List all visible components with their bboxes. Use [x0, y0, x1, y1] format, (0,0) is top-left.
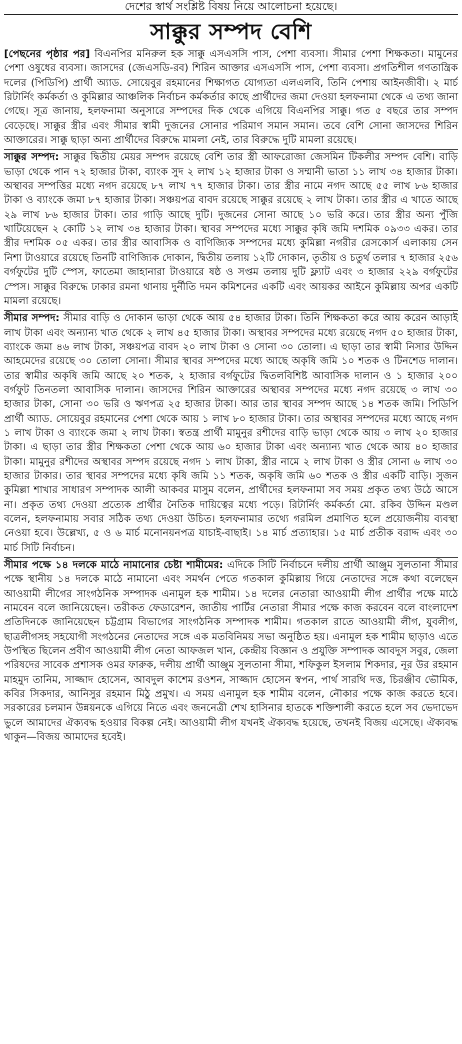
subhead-sakku-assets: সাক্কুর সম্পদ:: [4, 152, 60, 164]
subhead-shamim-effort: সীমার পক্ষে ১৪ দলকে মাঠে নামানোর চেষ্টা শামীমের:: [4, 560, 224, 572]
paragraph-text: সাক্কুর দ্বিতীয় মেয়র সম্পদ রয়েছে বেশি তার স্ত্রী আফরোজা জেসমিন টিকলীর সম্পদ বেশি। বাড়ি ভাড়া থেকে পান ৭২ হাজার টাকা, ব্যাংক সুদ ২ লাখ ১২ হাজার টাকা ও সম্মানী ভাতা ১১ লাখ ৩৪ হাজার টাকা। অস্থাবর সম্পত্তির মধ্যে নগদ রয়েছে ৮৭ লাখ ৭৭ হাজার টাকা। তার স্ত্রীর নামে নগদ আছে ৫৫ লাখ ৮৬ হাজার টাকা ও ব্যাংকে জমা ৮৭ হাজার টাকা। সঞ্চয়পত্র বাবদ রয়েছে সাক্কুর রয়েছে ২ লাখ টাকা। তার স্ত্রীর এ খাতে আছে ২৯ লাখ ৮৬ হাজার টাকা। তার গাড়ি আছে দুটি। দুজনের সোনা আছে ১০ ভরি করে। তার স্ত্রীর অন্য পুঁজি খাটিয়েছেন ২ কোটি ১২ লাখ ৩৪ হাজার টাকা। স্থাবর সম্পদের মধ্যে সাক্কুর কৃষি জমি দশমিক ০৯৩৩ একর। তার স্ত্রীর দশমিক ০৫ একর। তার স্ত্রীর আবাসিক ও বাণিজ্যিক সম্পদের মধ্যে কুমিল্লা নগরীর রেসকোর্স এলাকায় সেন নিশা টাওয়ারে রয়েছে তিনটি বাণিজ্যিক দোকান, দ্বিতীয় তলায় ১২টি দোকান, তৃতীয় ও চতুর্থ তলার ৭ হাজার ২৫৬ বর্গফুটের দুটি স্পেস, ফাতেমা জাহানারা টাওয়ারে ষষ্ঠ ও সপ্তম তলায় দুটি ফ্ল্যাট এবং ৩ হাজার ২২৯ বর্গফুটের স্পেস। সাক্কুর বিরুদ্ধে ঢাকার রমনা থানায় দুর্নীতি দমন কমিশনের একটি এবং আয়কর আইনে কুমিল্লায় অপর একটি মামলা রয়েছে।: [4, 152, 458, 307]
paragraph-text: সীমার বাড়ি ও দোকান ভাড়া থেকে আয় ৫৪ হাজার টাকা। তিনি শিক্ষকতা করে আয় করেন আড়াই লাখ টাকা এবং অন্যান্য খাত থেকে ২ লাখ ৪৫ হাজার টাকা। অস্থাবর সম্পদের মধ্যে রয়েছে নগদ ৫০ হাজার টাকা, ব্যাংকে জমা ৪৬ লাখ টাকা, সঞ্চয়পত্র বাবদ ২০ লাখ টাকা ও সোনা ৩০ তোলা। এ ছাড়া তার স্বামী নিসার উদ্দিন আহমেদের রয়েছে ৩০ তোলা সোনা। সীমার স্থাবর সম্পদের মধ্যে আছে অকৃষি জমি ১০ শতক ও টিনশেড দালান। তার স্বামীর অকৃষি জমি আছে ২০ শতক, ২ হাজার বর্গফুটের দ্বিতলবিশিষ্ট আবাসিক দালান ও ১ হাজার ২০০ বর্গফুট তিনতলা আবাসিক দালান। জাসদের শিরিন আক্তারের অস্থাবর সম্পদের মধ্যে নগদ রয়েছে ৩ লাখ ৩০ হাজার টাকা, সোনা ৩০ ভরি ও ঋণপত্র ২৫ হাজার টাকা। আর তার স্থাবর সম্পদ আছে ১৪ শতক জমি। পিডিপি প্রার্থী অ্যাড. সোয়েবুর রহমানের পেশা থেকে আয় ১ লাখ ৮০ হাজার টাকা। তার অস্থাবর সম্পদের মধ্যে আছে নগদ ১ লাখ টাকা ও ব্যাংকে জমা ২ লাখ টাকা। স্বতন্ত্র প্রার্থী মামুনুর রশীদের বাড়ি ভাড়া থেকে আয় ৩ লাখ ২০ হাজার টাকা। এ ছাড়া তার স্ত্রীর শিক্ষকতা পেশা থেকে আয় ৬০ হাজার টাকা এবং অন্যান্য খাত থেকে আয় ৪০ হাজার টাকা। মামুনুর রশীদের অস্থাবর সম্পদ রয়েছে নগদ ১ লাখ টাকা, স্ত্রীর নামে ২ লাখ টাকা ও স্ত্রীর সোনা ৬ লাখ ৩০ হাজার টাকার। তার স্থাবর সম্পদের মধ্যে কৃষি জমি ১১ শতক, অকৃষি জমি ৬০ শতক ও স্ত্রীর একটি বাড়ি। সুজন কুমিল্লা শাখার সাধারণ সম্পাদক আলী আকবর মাসুম বলেন, প্রার্থীদের হলফনামা সব সময় প্রকৃত তথ্য উঠে আসে না। প্রকৃত তথ্য দেওয়া প্রত্যেক প্রার্থীর নৈতিক দায়িত্বের মধ্যে পড়ে। রিটার্নিং কর্মকর্তা মো. রকিব উদ্দিন মণ্ডল বলেন, হলফনামায় সবার সঠিক তথ্য দেওয়া উচিত। হলফনামার তথ্যে গরমিল প্রমাণিত হলে প্রয়োজনীয় ব্যবস্থা নেওয়া হবে। উল্লেখ্য, ৫ ও ৬ মার্চ মনোনয়নপত্র যাচাই-বাছাই। ১৪ মার্চ প্রত্যাহার। ১৫ মার্চ প্রতীক বরাদ্দ এবং ৩০ মার্চ সিটি নির্বাচন।: [4, 313, 459, 554]
subhead-sima-assets: সীমার সম্পদ:: [4, 313, 60, 325]
continuation-label: [পেছনের পৃষ্ঠার পর]: [4, 49, 90, 60]
paragraph-sakku-assets: [4, 149, 458, 309]
headline: সাক্কুর সম্পদ বেশি: [150, 19, 312, 45]
paragraph-text: এদিকে সিটি নির্বাচনে দলীয় প্রার্থী আঞ্জুম সুলতানা সীমার পক্ষে স্থানীয় ১৪ দলকে মাঠে নামানো এবং সমর্থন পেতে গতকাল কুমিল্লায় গিয়ে নেতাদের সঙ্গে কথা বলেছেন আওয়ামী লীগের সাংগঠনিক সম্পাদক এনামুল হক শামীম। ১৪ দলের নেতারা আওয়ামী লীগ প্রার্থীর পক্ষে মাঠে নামবেন বলে জানিয়েছেন। তরীকত ফেডারেশন, জাতীয় পার্টির নেতারা সীমার পক্ষে কাজ করবেন বলে বাংলাদেশ প্রতিদিনকে জানিয়েছেন চট্টগ্রাম বিভাগের সাংগঠনিক সম্পাদক শামীম। গতকাল রাতে আওয়ামী লীগ, যুবলীগ, ছাত্রলীগসহ সহযোগী সংগঠনের নেতাদের সঙ্গে এক মতবিনিময় সভা অনুষ্ঠিত হয়। এনামুল হক শামীম ছাড়াও এতে উপস্থিত ছিলেন প্রবীণ আওয়ামী লীগ নেতা আফজল খান, কেন্দ্রীয় বিজ্ঞান ও প্রযুক্তি সম্পাদক আবদুস সবুর, জেলা পরিষদের সাবেক প্রশাসক ওমর ফারুক, দলীয় প্রার্থী আঞ্জুম সুলতানা সীমা, শফিকুল ইসলাম শিকদার, নূর উর রহমান মাহমুদ তানিম, সাজ্জাদ হোসেন, আবদুল কাশেম রওশন, সাজ্জাদ হোসেন স্বপন, পার্থ সারথি দত্ত, চিরঞ্জীব ভৌমিক, কবির সিকদার, আনিসুর রহমান মিঠু প্রমুখ। এ সময় এনামুল হক শামীম বলেন, নৌকার পক্ষে কাজ করতে হবে। সরকারের চলমান উন্নয়নকে এগিয়ে নিতে এবং জননেত্রী শেখ হাসিনার হাতকে শক্তিশালী করতে হলে সব ভেদাভেদ ভুলে আমাদের ঐক্যবদ্ধ হওয়ার বিকল্প নেই। আওয়ামী লীগ যখনই ঐক্যবদ্ধ হয়েছে, তখনই বিজয় এসেছে। ঐক্যবদ্ধ থাকুন—বিজয় আমাদের হবেই।: [4, 560, 458, 744]
paragraph-sima-assets: [4, 310, 458, 556]
article-body: [4, 48, 458, 746]
paragraph-text: বিএনপির মনিরুল হক সাক্কু এসএসসি পাস, পেশা ব্যবসা। সীমার পেশা শিক্ষকতা। মামুনের পেশা ওষুধের ব্যবসা। জাসদের (জেএসডি-রব) শিরিন আক্তার এসএসসি পাস, পেশা ব্যবসা। প্রগতিশীল গণতান্ত্রিক দলের (পিডিপি) প্রার্থী অ্যাড. সোয়েবুর রহমানের শিক্ষাগত যোগ্যতা এলএলবি, তিনি পেশায় আইনজীবী। ২ মার্চ রিটার্নিং কর্মকর্তা ও কুমিল্লার আঞ্চলিক নির্বাচন কর্মকর্তার কাছে প্রার্থীদের জমা দেওয়া হলফনামা থেকে এ তথ্য জানা গেছে। সূত্র জানায়, হলফনামা অনুসারে সম্পদের দিক থেকে এগিয়ে বিএনপির সাক্কু। গত ৫ বছরে তার সম্পদ বেড়েছে। সাক্কুর স্ত্রীর এবং সীমার স্বামী দুজনের সোনার পরিমাণ সমান সমান। তবে বেশি সোনা জাসদের শিরিন আক্তারের। সাক্কু ছাড়া অন্য প্রার্থীদের বিরুদ্ধে মামলা নেই, তার বিরুদ্ধে দুটি মামলা রয়েছে।: [4, 49, 459, 147]
previous-article-tail: দেশের স্বার্থ সংশ্লিষ্ট বিষয় নিয়ে আলোচনা হয়েছে।: [4, 0, 458, 15]
paragraph-shamim-effort: [4, 557, 458, 745]
paragraph-intro: [4, 48, 458, 148]
